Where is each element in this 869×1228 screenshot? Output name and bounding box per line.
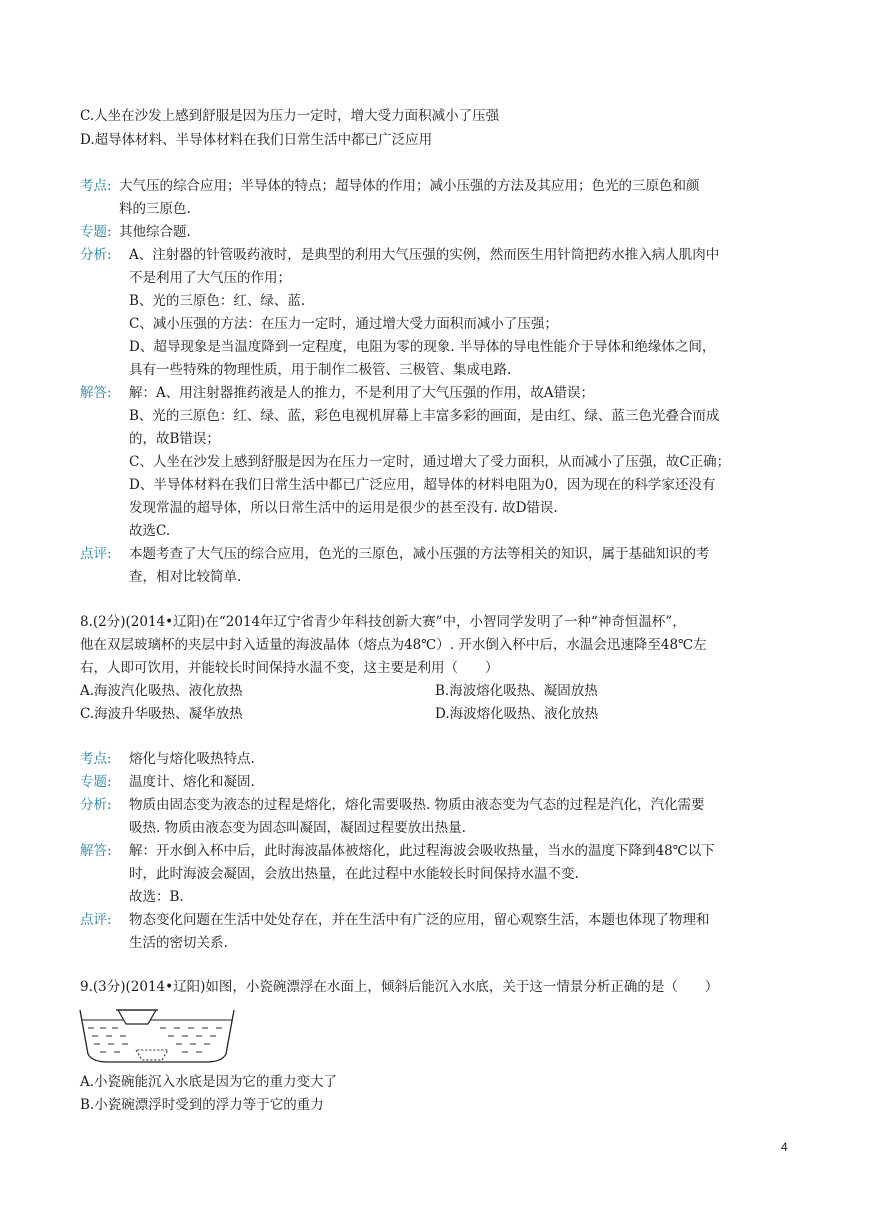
option-d-q7: D.超导体材料、半导体材料在我们日常生活中都已广泛应用 xyxy=(80,132,433,148)
option-d: D.海波熔化吸热、液化放热 xyxy=(435,706,599,722)
dianping-text: 生活的密切关系. xyxy=(129,935,228,951)
dianping-label: 点评: xyxy=(80,546,112,562)
option-a: A.海波汽化吸热、液化放热 xyxy=(80,683,243,699)
option-b: B.小瓷碗漂浮时受到的浮力等于它的重力 xyxy=(80,1097,324,1113)
option-c: C.海波升华吸热、凝华放热 xyxy=(80,706,243,722)
kaodian-text: 熔化与熔化吸热特点. xyxy=(129,751,255,767)
dianping-text: 查，相对比较简单. xyxy=(129,569,242,585)
fenxi-text: C、减小压强的方法：在压力一定时，通过增大受力面积而减小了压强； xyxy=(129,316,558,332)
dianping-text: 物态变化问题在生活中处处存在，并在生活中有广泛的应用，留心观察生活，本题也体现了物理和 xyxy=(129,912,710,928)
option-c-q7: C.人坐在沙发上感到舒服是因为压力一定时，增大受力面积减小了压强 xyxy=(80,108,500,124)
jieda-text: 解：开水倒入杯中后，此时海波晶体被熔化，此过程海波会吸收热量，当水的温度下降到48℃以下 xyxy=(129,843,715,859)
jieda-text: C、人坐在沙发上感到舒服是因为在压力一定时，通过增大了受力面积，从而减小了压强，故C正确； xyxy=(129,454,731,470)
zhuanti-label: 专题: xyxy=(80,224,112,240)
jieda-text: 故选：B. xyxy=(129,889,184,905)
kaodian-label: 考点: xyxy=(80,178,112,194)
fenxi-text: 具有一些特殊的物理性质，用于制作二极管、三极管、集成电路. xyxy=(129,362,512,378)
kaodian-text: 料的三原色. xyxy=(119,201,191,217)
fenxi-text: A、注射器的针管吸药液时，是典型的利用大气压强的实例，然而医生用针筒把药水推入病人肌肉中 xyxy=(129,247,720,263)
kaodian-label: 考点: xyxy=(80,751,112,767)
jieda-label: 解答: xyxy=(80,385,112,401)
fenxi-text: 不是利用了大气压的作用； xyxy=(129,270,291,286)
question-stem: 右，人即可饮用，并能较长时间保持水温不变，这主要是利用（ ） xyxy=(80,660,499,676)
jieda-text: 解：A、用注射器推药液是人的推力，不是利用了大气压强的作用，故A错误； xyxy=(129,385,594,401)
fenxi-text: B、光的三原色：红、绿、蓝. xyxy=(129,293,306,309)
dianping-text: 本题考查了大气压的综合应用，色光的三原色，减小压强的方法等相关的知识，属于基础知识的考 xyxy=(129,546,710,562)
kaodian-text: 大气压的综合应用；半导体的特点；超导体的作用；减小压强的方法及其应用；色光的三原色和颜 xyxy=(119,178,700,194)
jieda-label: 解答: xyxy=(80,843,112,859)
jieda-text: 发现常温的超导体，所以日常生活中的运用是很少的甚至没有. 故D错误. xyxy=(129,500,558,516)
question-stem: 8.(2分)(2014•辽阳)在“2014年辽宁省青少年科技创新大赛”中，小智同学发明了一种“神奇恒温杯”， xyxy=(80,614,686,630)
zhuanti-label: 专题: xyxy=(80,774,112,790)
zhuanti-text: 温度计、熔化和凝固. xyxy=(129,774,255,790)
fenxi-text: 吸热. 物质由液态变为固态叫凝固，凝固过程要放出热量. xyxy=(129,820,466,836)
option-b: B.海波熔化吸热、凝固放热 xyxy=(435,683,598,699)
jieda-text: 时，此时海波会凝固，会放出热量，在此过程中水能较长时间保持水温不变. xyxy=(129,866,579,882)
jieda-text: 的，故B错误； xyxy=(129,431,220,447)
dianping-label: 点评: xyxy=(80,912,112,928)
question-stem: 9.(3分)(2014•辽阳)如图，小瓷碗漂浮在水面上，倾斜后能沉入水底，关于这一情景分析正确的是（ ） xyxy=(80,979,719,995)
page-number: 4 xyxy=(781,1140,788,1154)
bowl-in-water-figure xyxy=(78,1004,238,1066)
zhuanti-text: 其他综合题. xyxy=(119,224,191,240)
option-a: A.小瓷碗能沉入水底是因为它的重力变大了 xyxy=(80,1074,338,1090)
jieda-text: B、光的三原色：红、绿、蓝，彩色电视机屏幕上丰富多彩的画面，是由红、绿、蓝三色光叠合而成 xyxy=(129,408,720,424)
jieda-text: 故选C. xyxy=(129,523,171,539)
fenxi-label: 分析: xyxy=(80,797,112,813)
fenxi-label: 分析: xyxy=(80,247,112,263)
fenxi-text: D、超导现象是当温度降到一定程度，电阻为零的现象. 半导体的导电性能介于导体和绝缘体之间， xyxy=(129,339,716,355)
fenxi-text: 物质由固态变为液态的过程是熔化，熔化需要吸热. 物质由液态变为气态的过程是汽化，汽化需要 xyxy=(129,797,705,813)
question-stem: 他在双层玻璃杯的夹层中封入适量的海波晶体（熔点为48℃）. 开水倒入杯中后，水温会迅速降至48℃左 xyxy=(80,637,707,653)
jieda-text: D、半导体材料在我们日常生活中都已广泛应用，超导体的材料电阻为0，因为现在的科学家还没有 xyxy=(129,477,716,493)
